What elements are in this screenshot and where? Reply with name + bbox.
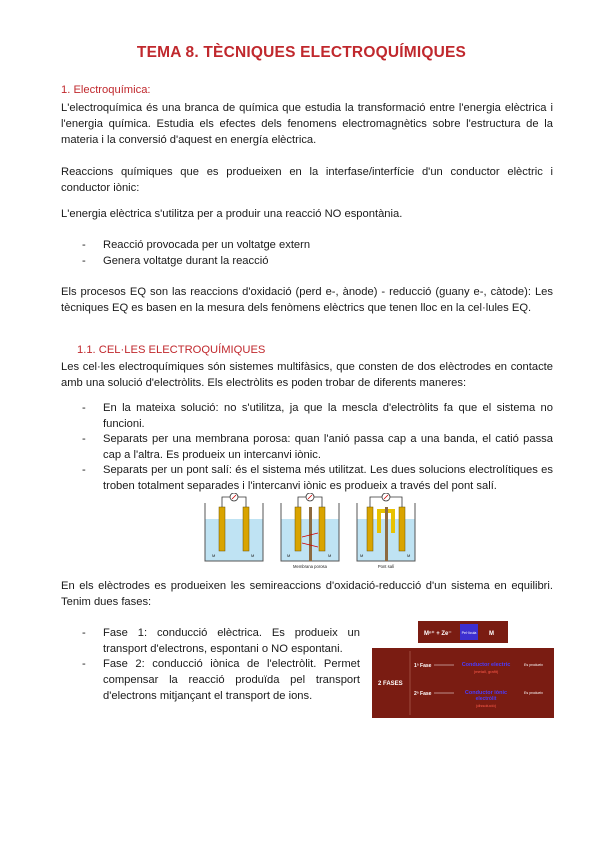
list-item-text: En la mateixa solució: no s'utilitza, ja que la mescla d'electròlits fa que el sistema no funcioni. xyxy=(103,402,553,431)
phase-diagram-reaction: Mⁿ⁺ + Ze⁻ xyxy=(424,631,452,637)
paragraph-cells: Les cel·les electroquímiques són sistemes multifàsics, que consten de dos elèctrodes en contacte amb una solució d'electròlits. Els electròlits es poden trobar de diferents maneres: xyxy=(61,361,553,390)
cell-same-solution xyxy=(205,493,263,561)
list-item-text: Separats per un pont salí: és el sistema més utilitzat. Les dues solucions electrolítiques es troben totalment separades i l'intercanvi iònic es produeix a través del pont salí. xyxy=(103,464,553,493)
list-item-text: Reacció provocada per un voltatge extern xyxy=(103,239,311,251)
phase2-label: 2ª Fase xyxy=(414,691,432,697)
electrochemical-cells-figure xyxy=(203,493,417,570)
phase-diagram-row-label: 2 FASES xyxy=(378,681,403,687)
phase1-label: 1ª Fase xyxy=(414,663,432,669)
phase-diagram-metal: M xyxy=(489,631,494,637)
phase2-text-2: electròlit xyxy=(475,696,497,702)
phase1-text: Conductor electric xyxy=(461,662,511,668)
list-item-text: Genera voltatge durant la reacció xyxy=(103,255,269,267)
list-item-text: Fase 2: conducció iònica de l'electròlit. Permet compensar la reacció produïda pel transport d'electrons mitjançant el transport de ions. xyxy=(103,658,360,703)
paragraph-interface: Reaccions químiques que es produeixen en la interfase/interfície d'un conductor elèctric i conductor iònic: xyxy=(61,166,553,195)
paragraph-redox: Els procesos EQ son las reaccions d'oxidació (perd e-, ànode) - reducció (guany e-, càtode): Les tècniques EQ es basen en la mesura dels fenòmens elèctrics que tenen lloc en la cel·lules EQ. xyxy=(61,286,553,315)
paragraph-energy: L'energia elèctrica s'utilitza per a produir una reacció NO espontània. xyxy=(61,208,403,220)
phase1-sub: (metall, grafit) xyxy=(473,669,499,674)
phase2-sub: (dissolució) xyxy=(475,703,497,708)
phase1-note: Es produeix xyxy=(524,663,543,667)
electrode-label: M xyxy=(328,553,332,558)
electrode-label: M xyxy=(360,553,364,558)
electrode-label: M xyxy=(287,553,291,558)
phase2-note: Es produeix xyxy=(524,691,543,695)
phase-diagram xyxy=(372,621,554,718)
electrode-label: M xyxy=(407,553,411,558)
section-heading-1-1: 1.1. CEL·LES ELECTROQUÍMIQUES xyxy=(77,344,266,356)
figure-caption-salt-bridge: Pont salí xyxy=(377,564,395,569)
electrode-label: M xyxy=(251,553,255,558)
electrode-label: M xyxy=(212,553,216,558)
paragraph-intro: L'electroquímica és una branca de química que estudia la transformació entre l'energia elèctrica i l'energia química. Estudia els efectes dels fenomens electromagnètics sobre l'estructura de la materia i la conversió d'aquest en energía elèctrica. xyxy=(61,102,553,147)
paragraph-phases: En els elèctrodes es produeixen les semireaccions d'oxidació-reducció d'un sistema en equilibri. Tenim dues fases: xyxy=(61,580,553,609)
cell-salt-bridge xyxy=(357,493,415,569)
cell-porous-membrane xyxy=(281,493,339,569)
page-title: TEMA 8. TÈCNIQUES ELECTROQUÍMIQUES xyxy=(136,44,467,61)
phase-diagram-film: Pel·lícula xyxy=(461,631,477,635)
phase2-text: Conductor iònic xyxy=(464,690,508,696)
list-item-text: Fase 1: conducció elèctrica. Es produeix un transport d'electrons, espontani o NO espontani. xyxy=(103,627,360,656)
section-heading-1: 1. Electroquímica: xyxy=(61,84,151,96)
list-item-text: Separats per una membrana porosa: quan l'anió passa cap a una banda, el catió passa cap a l'altra. Es produeix un intercanvi iònic. xyxy=(103,433,553,462)
figure-caption-membrane: Membrana porosa xyxy=(293,564,327,569)
